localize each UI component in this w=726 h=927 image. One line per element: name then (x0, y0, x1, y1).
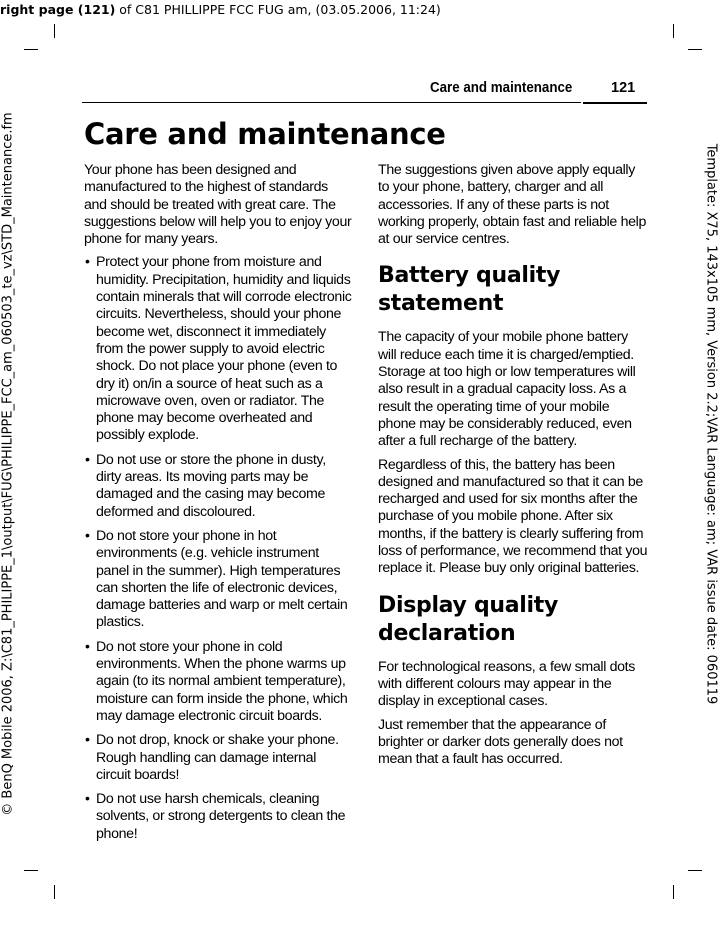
page-number-rule (583, 102, 647, 104)
crop-mark (688, 870, 702, 871)
side-template-info: Template: X75, 143x105 mm, Version 2.2;VAR Language: am; VAR issue date: 060119 (703, 143, 719, 704)
battery-heading: Battery quality statement (378, 263, 561, 317)
page-title: Care and maintenance (84, 117, 446, 151)
print-header-page: right page (121) (0, 2, 116, 17)
intro-paragraph: Your phone has been designed and manufactured to the highest of standards and should be treated with great care. The suggestions below will help you to enjoy your phone for many years. (84, 162, 352, 248)
crop-mark (54, 885, 55, 899)
right-column (378, 162, 648, 774)
left-column (84, 162, 354, 850)
display-heading: Display quality declaration (378, 592, 559, 646)
battery-paragraph: Regardless of this, the battery has been designed and manufactured so that it can be recharged and used for six months after the purchase of you mobile phone. After six months, if the battery is clearly suffering from loss of performance, we recommend that you replace it. Please buy only original batteries. (378, 456, 648, 577)
list-item: • Do not drop, knock or shake your phone. Rough handling can damage internal circuit boards! (84, 732, 354, 784)
crop-mark (673, 885, 674, 899)
page-number: 121 (611, 80, 636, 96)
list-item: • Do not use or store the phone in dusty, dirty areas. Its moving parts may be damaged and the casing may become deformed and discoloured. (84, 452, 354, 521)
list-item: • Do not store your phone in hot environments (e.g. vehicle instrument panel in the summer). High temperatures can shorten the life of electronic devices, damage batteries and warp or melt certain plastics. (84, 528, 354, 632)
crop-mark (24, 49, 38, 50)
crop-mark (54, 24, 55, 38)
crop-mark (688, 49, 702, 50)
running-head: Care and maintenance (430, 80, 573, 96)
crop-mark (673, 24, 674, 38)
display-paragraph: For technological reasons, a few small dots with different colours may appear in the display in exceptional cases. (378, 658, 636, 710)
side-copyright-path: © BenQ Mobile 2006, Z:\C81_PHILIPPE_1\output\FUG\PHILIPPE_FCC_am_060503_te_vz\STD_Maintenance.fm (0, 111, 16, 816)
list-item: • Protect your phone from moisture and humidity. Precipitation, humidity and liquids contain minerals that will corrode electronic circuits. Nevertheless, should your phone become wet, disconnect it immediately from the power supply to avoid electric shock. Do not place your phone (even to dry it) on/in a source of heat such as a microwave oven, oven or radiator. The phone may become overheated and possibly explode. (84, 254, 354, 444)
list-item: • Do not store your phone in cold environments. When the phone warms up again (to its normal ambient temperature), moisture can form inside the phone, which may damage electronic circuit boards. (84, 639, 354, 725)
print-header (0, 2, 441, 17)
display-paragraph: Just remember that the appearance of brighter or darker dots generally does not mean that a fault has occurred. (378, 716, 623, 768)
list-item: • Do not use harsh chemicals, cleaning solvents, or strong detergents to clean the phone! (84, 791, 354, 843)
header-rule (82, 102, 581, 103)
suggestions-paragraph: The suggestions given above apply equally to your phone, battery, charger and all accessories. If any of these parts is not working properly, obtain fast and reliable help at our service centres. (378, 162, 646, 248)
print-header-info: of C81 PHILLIPPE FCC FUG am, (03.05.2006, 11:24) (115, 2, 441, 17)
battery-paragraph: The capacity of your mobile phone battery will reduce each time it is charged/emptied. Storage at too high or low temperatures will also result in a gradual capacity loss. As a result the operating time of your mobile phone may be considerably reduced, even after a full recharge of the battery. (378, 329, 636, 450)
crop-mark (24, 870, 38, 871)
care-list (84, 254, 354, 843)
